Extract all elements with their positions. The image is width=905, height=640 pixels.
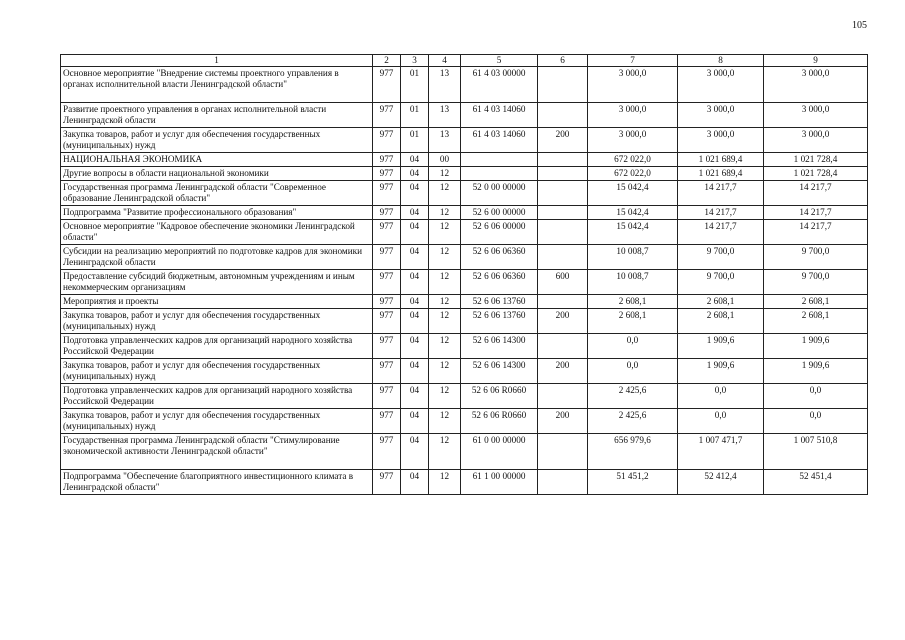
col-amount-year3: 1 021 728,4 [764, 153, 868, 167]
col-section: 04 [401, 359, 429, 384]
col-section: 04 [401, 181, 429, 206]
col-subsection: 12 [429, 270, 461, 295]
col-subsection: 13 [429, 128, 461, 153]
col-section: 04 [401, 409, 429, 434]
col-amount-year1: 2 425,6 [588, 409, 678, 434]
table-row [61, 181, 868, 206]
col-amount-year3: 3 000,0 [764, 128, 868, 153]
col-amount-year2: 3 000,0 [678, 128, 764, 153]
col-expense-type [538, 220, 588, 245]
column-header: 7 [588, 55, 678, 67]
col-section: 04 [401, 153, 429, 167]
col-target-article: 52 6 06 13760 [461, 295, 538, 309]
col-subsection: 12 [429, 309, 461, 334]
col-amount-year1: 15 042,4 [588, 220, 678, 245]
table-row [61, 434, 868, 470]
col-subsection: 12 [429, 434, 461, 470]
col-amount-year3: 3 000,0 [764, 67, 868, 103]
row-description: Государственная программа Ленинградской области "Современное образование Ленинградской области" [61, 181, 373, 206]
col-target-article: 61 4 03 00000 [461, 67, 538, 103]
col-section: 01 [401, 103, 429, 128]
col-expense-type [538, 181, 588, 206]
col-amount-year2: 1 021 689,4 [678, 153, 764, 167]
col-amount-year1: 3 000,0 [588, 128, 678, 153]
column-header: 3 [401, 55, 429, 67]
col-amount-year2: 1 021 689,4 [678, 167, 764, 181]
col-expense-type [538, 153, 588, 167]
col-target-article [461, 153, 538, 167]
col-amount-year1: 656 979,6 [588, 434, 678, 470]
col-amount-year3: 9 700,0 [764, 245, 868, 270]
col-chapter: 977 [373, 384, 401, 409]
col-amount-year3: 2 608,1 [764, 309, 868, 334]
row-description: Государственная программа Ленинградской области "Стимулирование экономической активности Ленинградской области" [61, 434, 373, 470]
col-target-article: 61 0 00 00000 [461, 434, 538, 470]
row-description: Закупка товаров, работ и услуг для обеспечения государственных (муниципальных) нужд [61, 359, 373, 384]
col-chapter: 977 [373, 409, 401, 434]
col-amount-year2: 3 000,0 [678, 103, 764, 128]
column-header: 1 [61, 55, 373, 67]
table-row [61, 206, 868, 220]
col-chapter: 977 [373, 434, 401, 470]
column-header: 8 [678, 55, 764, 67]
col-amount-year1: 672 022,0 [588, 153, 678, 167]
col-subsection: 12 [429, 295, 461, 309]
col-chapter: 977 [373, 295, 401, 309]
col-expense-type [538, 245, 588, 270]
table-row [61, 128, 868, 153]
col-amount-year2: 9 700,0 [678, 270, 764, 295]
col-chapter: 977 [373, 470, 401, 495]
col-expense-type: 200 [538, 409, 588, 434]
col-amount-year3: 14 217,7 [764, 206, 868, 220]
col-amount-year2: 1 007 471,7 [678, 434, 764, 470]
col-section: 04 [401, 270, 429, 295]
col-expense-type: 200 [538, 128, 588, 153]
row-description: Развитие проектного управления в органах исполнительной власти Ленинградской области [61, 103, 373, 128]
col-chapter: 977 [373, 309, 401, 334]
col-target-article: 52 6 06 13760 [461, 309, 538, 334]
col-amount-year2: 52 412,4 [678, 470, 764, 495]
col-target-article [461, 167, 538, 181]
col-amount-year1: 10 008,7 [588, 270, 678, 295]
col-expense-type [538, 167, 588, 181]
col-expense-type: 200 [538, 309, 588, 334]
col-section: 01 [401, 128, 429, 153]
col-amount-year1: 10 008,7 [588, 245, 678, 270]
col-section: 04 [401, 245, 429, 270]
col-amount-year1: 15 042,4 [588, 181, 678, 206]
col-section: 04 [401, 384, 429, 409]
col-target-article: 52 0 00 00000 [461, 181, 538, 206]
col-section: 04 [401, 167, 429, 181]
col-chapter: 977 [373, 167, 401, 181]
col-amount-year2: 14 217,7 [678, 181, 764, 206]
col-target-article: 52 6 06 14300 [461, 359, 538, 384]
col-chapter: 977 [373, 245, 401, 270]
col-section: 04 [401, 220, 429, 245]
col-amount-year2: 9 700,0 [678, 245, 764, 270]
col-expense-type [538, 206, 588, 220]
column-header: 9 [764, 55, 868, 67]
page-number: 105 [852, 20, 867, 31]
col-expense-type [538, 384, 588, 409]
col-subsection: 13 [429, 103, 461, 128]
col-amount-year3: 14 217,7 [764, 181, 868, 206]
col-amount-year2: 14 217,7 [678, 220, 764, 245]
col-subsection: 12 [429, 334, 461, 359]
table-row [61, 470, 868, 495]
col-amount-year3: 1 021 728,4 [764, 167, 868, 181]
table-row [61, 384, 868, 409]
col-chapter: 977 [373, 270, 401, 295]
col-amount-year1: 3 000,0 [588, 67, 678, 103]
col-amount-year2: 14 217,7 [678, 206, 764, 220]
col-subsection: 12 [429, 220, 461, 245]
col-amount-year2: 2 608,1 [678, 309, 764, 334]
col-chapter: 977 [373, 181, 401, 206]
row-description: Мероприятия и проекты [61, 295, 373, 309]
col-subsection: 12 [429, 167, 461, 181]
table-row [61, 220, 868, 245]
row-description: Предоставление субсидий бюджетным, автономным учреждениям и иным некоммерческим организациям [61, 270, 373, 295]
col-section: 04 [401, 470, 429, 495]
col-expense-type [538, 295, 588, 309]
budget-table [60, 54, 868, 495]
col-chapter: 977 [373, 334, 401, 359]
table-header-row [61, 55, 868, 67]
col-section: 04 [401, 434, 429, 470]
col-target-article: 52 6 00 00000 [461, 206, 538, 220]
table-row [61, 295, 868, 309]
col-amount-year3: 0,0 [764, 409, 868, 434]
col-subsection: 12 [429, 409, 461, 434]
col-amount-year1: 2 608,1 [588, 295, 678, 309]
col-target-article: 61 4 03 14060 [461, 128, 538, 153]
col-amount-year3: 1 909,6 [764, 359, 868, 384]
col-expense-type: 200 [538, 359, 588, 384]
col-amount-year3: 52 451,4 [764, 470, 868, 495]
col-expense-type [538, 67, 588, 103]
col-expense-type [538, 334, 588, 359]
col-section: 04 [401, 206, 429, 220]
col-expense-type [538, 434, 588, 470]
table-row [61, 309, 868, 334]
col-subsection: 12 [429, 245, 461, 270]
col-subsection: 12 [429, 384, 461, 409]
col-amount-year1: 2 425,6 [588, 384, 678, 409]
col-amount-year1: 672 022,0 [588, 167, 678, 181]
col-target-article: 52 6 06 R0660 [461, 384, 538, 409]
col-amount-year3: 14 217,7 [764, 220, 868, 245]
row-description: Закупка товаров, работ и услуг для обеспечения государственных (муниципальных) нужд [61, 309, 373, 334]
col-chapter: 977 [373, 220, 401, 245]
col-expense-type [538, 103, 588, 128]
col-chapter: 977 [373, 128, 401, 153]
col-amount-year3: 1 007 510,8 [764, 434, 868, 470]
col-section: 01 [401, 67, 429, 103]
row-description: Подготовка управленческих кадров для организаций народного хозяйства Российской Федерации [61, 334, 373, 359]
row-description: Подпрограмма "Обеспечение благоприятного инвестиционного климата в Ленинградской области" [61, 470, 373, 495]
col-amount-year1: 0,0 [588, 359, 678, 384]
row-description: Закупка товаров, работ и услуг для обеспечения государственных (муниципальных) нужд [61, 128, 373, 153]
col-chapter: 977 [373, 67, 401, 103]
column-header: 6 [538, 55, 588, 67]
row-description: Основное мероприятие "Кадровое обеспечение экономики Ленинградской области" [61, 220, 373, 245]
col-target-article: 52 6 06 14300 [461, 334, 538, 359]
col-amount-year1: 2 608,1 [588, 309, 678, 334]
column-header: 4 [429, 55, 461, 67]
col-chapter: 977 [373, 153, 401, 167]
column-header: 5 [461, 55, 538, 67]
table-row [61, 359, 868, 384]
col-amount-year3: 0,0 [764, 384, 868, 409]
row-description: Подпрограмма "Развитие профессионального образования" [61, 206, 373, 220]
col-amount-year1: 51 451,2 [588, 470, 678, 495]
col-subsection: 12 [429, 181, 461, 206]
col-amount-year3: 3 000,0 [764, 103, 868, 128]
col-amount-year2: 0,0 [678, 409, 764, 434]
col-expense-type [538, 470, 588, 495]
col-chapter: 977 [373, 359, 401, 384]
col-amount-year1: 0,0 [588, 334, 678, 359]
col-section: 04 [401, 309, 429, 334]
col-amount-year3: 9 700,0 [764, 270, 868, 295]
col-amount-year2: 1 909,6 [678, 334, 764, 359]
col-section: 04 [401, 295, 429, 309]
table-row [61, 245, 868, 270]
table-row [61, 409, 868, 434]
col-target-article: 52 6 06 06360 [461, 245, 538, 270]
table-row [61, 153, 868, 167]
col-subsection: 12 [429, 206, 461, 220]
col-target-article: 52 6 06 00000 [461, 220, 538, 245]
col-target-article: 61 1 00 00000 [461, 470, 538, 495]
col-amount-year1: 15 042,4 [588, 206, 678, 220]
table-row [61, 67, 868, 103]
column-header: 2 [373, 55, 401, 67]
col-expense-type: 600 [538, 270, 588, 295]
col-amount-year1: 3 000,0 [588, 103, 678, 128]
col-subsection: 12 [429, 359, 461, 384]
row-description: Субсидии на реализацию мероприятий по подготовке кадров для экономики Ленинградской области [61, 245, 373, 270]
row-description: Закупка товаров, работ и услуг для обеспечения государственных (муниципальных) нужд [61, 409, 373, 434]
row-description: Подготовка управленческих кадров для организаций народного хозяйства Российской Федерации [61, 384, 373, 409]
col-amount-year2: 3 000,0 [678, 67, 764, 103]
row-description: Основное мероприятие "Внедрение системы проектного управления в органах исполнительной власти Ленинградской области" [61, 67, 373, 103]
col-subsection: 00 [429, 153, 461, 167]
row-description: Другие вопросы в области национальной экономики [61, 167, 373, 181]
col-amount-year2: 2 608,1 [678, 295, 764, 309]
table-row [61, 167, 868, 181]
col-target-article: 61 4 03 14060 [461, 103, 538, 128]
col-chapter: 977 [373, 206, 401, 220]
col-amount-year3: 1 909,6 [764, 334, 868, 359]
col-subsection: 12 [429, 470, 461, 495]
col-subsection: 13 [429, 67, 461, 103]
table-row [61, 103, 868, 128]
col-amount-year2: 1 909,6 [678, 359, 764, 384]
col-chapter: 977 [373, 103, 401, 128]
col-amount-year2: 0,0 [678, 384, 764, 409]
col-section: 04 [401, 334, 429, 359]
col-amount-year3: 2 608,1 [764, 295, 868, 309]
col-target-article: 52 6 06 06360 [461, 270, 538, 295]
row-description: НАЦИОНАЛЬНАЯ ЭКОНОМИКА [61, 153, 373, 167]
col-target-article: 52 6 06 R0660 [461, 409, 538, 434]
table-row [61, 334, 868, 359]
table-row [61, 270, 868, 295]
